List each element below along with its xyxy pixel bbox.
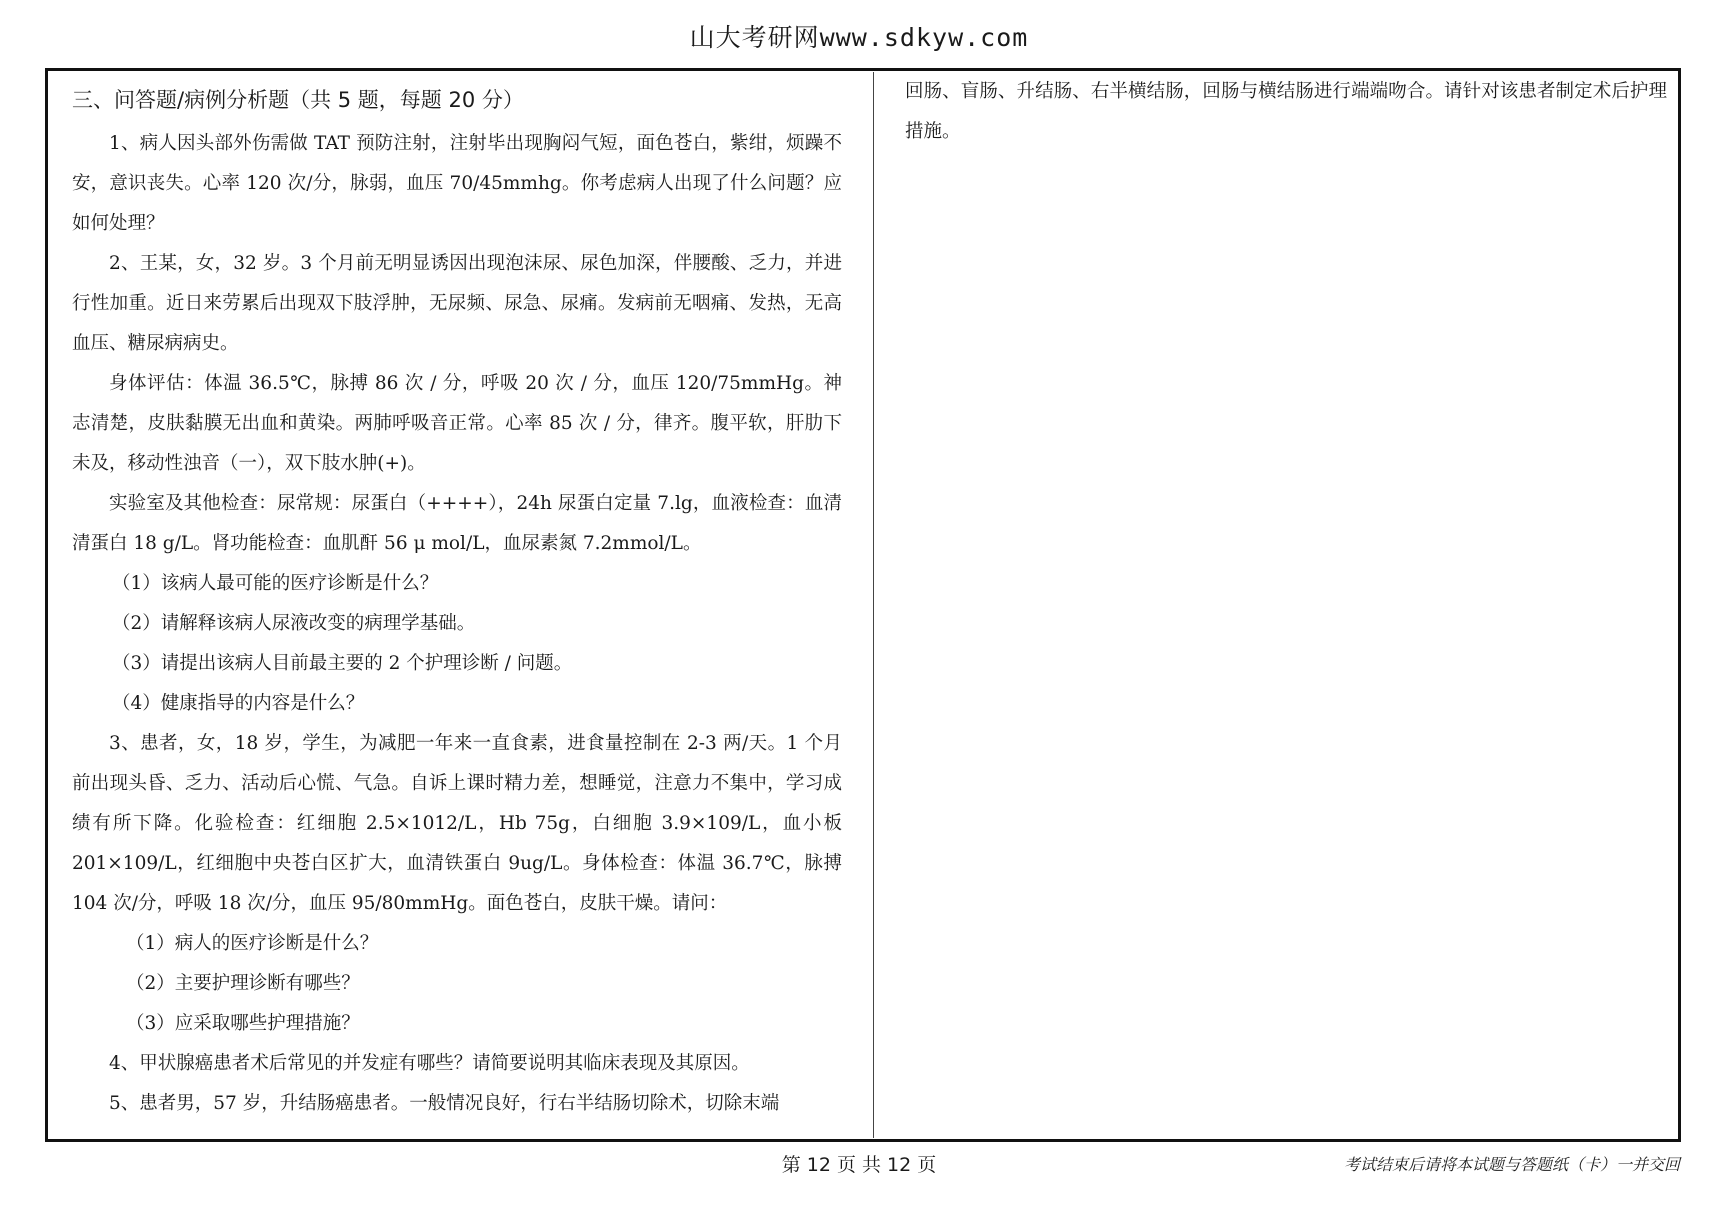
- question-2-sub-1: （1）该病人最可能的医疗诊断是什么？: [112, 573, 439, 594]
- question-3-sub-2: （2）主要护理诊断有哪些？: [126, 973, 360, 994]
- section-title: 三、问答题/病例分析题（共 5 题，每题 20 分）: [72, 88, 524, 112]
- question-2-sub-3: （3）请提出该病人目前最主要的 2 个护理诊断 / 问题。: [112, 653, 573, 674]
- page-number: 第 12 页 共 12 页: [781, 1154, 937, 1176]
- question-2-lab: 实验室及其他检查：尿常规：尿蛋白（++++），24h 尿蛋白定量 7.lg，血液检查：血清清蛋白 18 g/L。肾功能检查：血肌酐 56 μ mol/L，血尿素氮 7.2mmol/L。: [72, 493, 842, 554]
- question-3: 3、患者，女，18 岁，学生，为减肥一年来一直食素，进食量控制在 2-3 两/天。1 个月前出现头昏、乏力、活动后心慌、气急。自诉上课时精力差，想睡觉，注意力不集中，学习成绩有所下降。化验检查：红细胞 2.5×1012/L，Hb 75g，白细胞 3.9×109/L，血小板 201×109/L，红细胞中央苍白区扩大，血清铁蛋白 9ug/L。身体检查：体温 36.7℃，脉搏 104 次/分，呼吸 18 次/分，血压 95/80mmHg。面色苍白，皮肤干燥。请问：: [72, 733, 842, 914]
- question-3-sub-3: （3）应采取哪些护理措施？: [126, 1013, 360, 1034]
- question-4: 4、甲状腺癌患者术后常见的并发症有哪些？请简要说明其临床表现及其原因。: [109, 1053, 750, 1074]
- column-divider: [873, 72, 874, 1138]
- question-5-continued: 回肠、盲肠、升结肠、右半横结肠，回肠与横结肠进行端端吻合。请针对该患者制定术后护理措施。: [905, 81, 1667, 142]
- footer-note: 考试结束后请将本试题与答题纸（卡）一并交回: [1343, 1155, 1680, 1174]
- site-header: 山大考研网www.sdkyw.com: [689, 23, 1029, 52]
- right-column: [905, 72, 1667, 152]
- question-2-exam: 身体评估：体温 36.5℃，脉搏 86 次 / 分，呼吸 20 次 / 分，血压 120/75mmHg。神志清楚，皮肤黏膜无出血和黄染。两肺呼吸音正常。心率 85 次 / 分，律齐。腹平软，肝肋下未及，移动性浊音（一），双下肢水肿(+)。: [72, 373, 842, 474]
- question-2-sub-2: （2）请解释该病人尿液改变的病理学基础。: [112, 613, 476, 634]
- question-5: 5、患者男，57 岁，升结肠癌患者。一般情况良好，行右半结肠切除术，切除末端: [109, 1093, 780, 1114]
- question-2-sub-4: （4）健康指导的内容是什么？: [112, 693, 365, 714]
- question-3-sub-1: （1）病人的医疗诊断是什么？: [126, 933, 379, 954]
- left-column: [72, 80, 842, 1124]
- question-1: 1、病人因头部外伤需做 TAT 预防注射，注射毕出现胸闷气短，面色苍白，紫绀，烦躁不安，意识丧失。心率 120 次/分，脉弱，血压 70/45mmhg。你考虑病人出现了什么问题？应如何处理？: [72, 133, 842, 234]
- question-2: 2、王某，女，32 岁。3 个月前无明显诱因出现泡沫尿、尿色加深，伴腰酸、乏力，并进行性加重。近日来劳累后出现双下肢浮肿，无尿频、尿急、尿痛。发病前无咽痛、发热，无高血压、糖尿病病史。: [72, 253, 842, 354]
